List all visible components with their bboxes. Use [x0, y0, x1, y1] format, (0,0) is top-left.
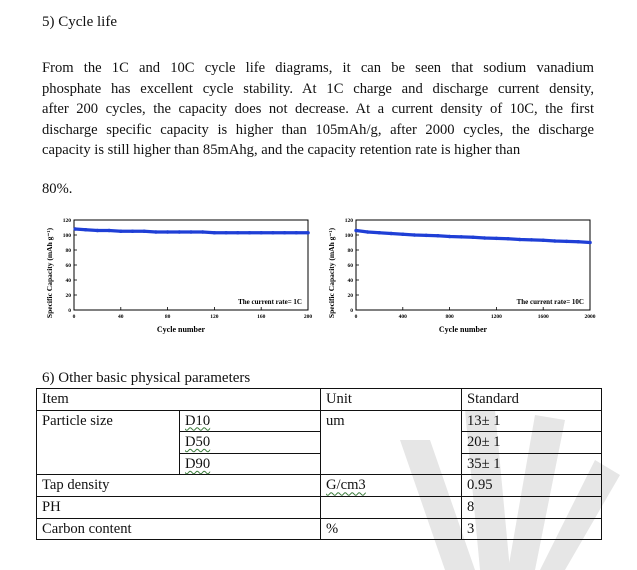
section-5-heading: 5) Cycle life: [42, 14, 117, 30]
table-row: [37, 496, 602, 518]
d50-label: D50: [185, 434, 211, 451]
y-tick-label: 80: [347, 248, 353, 254]
y-tick-label: 100: [344, 233, 353, 239]
physical-parameters-table: [36, 388, 602, 540]
data-point: [201, 230, 205, 234]
y-tick-label: 0: [68, 308, 71, 314]
carbon-label: Carbon content: [37, 518, 321, 540]
x-tick-label: 400: [398, 314, 407, 320]
x-tick-label: 2000: [584, 314, 596, 320]
section-6-heading: 6) Other basic physical parameters: [42, 370, 251, 386]
data-point: [271, 231, 275, 235]
x-tick-label: 0: [72, 314, 76, 320]
y-tick-label: 40: [347, 278, 353, 284]
data-point: [448, 235, 452, 239]
data-point: [306, 231, 310, 235]
y-tick-label: 120: [344, 218, 353, 224]
carbon-unit: %: [321, 518, 462, 540]
ph-label: PH: [37, 496, 321, 518]
data-point: [424, 234, 428, 238]
d10-cell: [180, 410, 321, 432]
data-point: [588, 241, 592, 245]
data-point: [471, 235, 475, 239]
cycle-life-chart-1c: [40, 212, 320, 336]
data-point: [389, 232, 393, 236]
paragraph-line: after 200 cycles, the capacity does not decrease. At a current density of 10C, the first: [42, 101, 594, 118]
data-point: [107, 229, 111, 233]
data-point: [354, 229, 358, 233]
y-tick-label: 60: [65, 263, 71, 269]
y-tick-label: 20: [65, 293, 71, 299]
d90-label: D90: [185, 455, 211, 472]
data-point: [73, 227, 77, 231]
data-point: [154, 230, 158, 234]
data-point: [213, 231, 217, 235]
ph-standard: 8: [462, 496, 602, 518]
y-tick-label: 0: [350, 308, 353, 314]
paragraph-line: discharge specific capacity is higher than 105mAh/g, after 2000 cycles, the discharge: [42, 121, 594, 138]
d90-standard: 35± 1: [462, 453, 602, 475]
data-point: [236, 231, 240, 235]
paragraph-line: phosphate has excellent cycle stability. At 1C charge and discharge current density,: [42, 80, 594, 97]
d50-cell: [180, 432, 321, 454]
data-point: [178, 230, 182, 234]
x-tick-label: 1200: [490, 314, 502, 320]
table-row: [37, 410, 602, 432]
data-point: [189, 230, 193, 234]
d10-standard: 13± 1: [462, 410, 602, 432]
paragraph-line: From the 1C and 10C cycle life diagrams, it can be seen that sodium vanadium: [42, 60, 594, 76]
table-row: [37, 475, 602, 497]
data-point: [436, 234, 440, 238]
table-row: [37, 518, 602, 540]
data-point: [259, 231, 263, 235]
y-tick-label: 60: [347, 263, 353, 269]
data-point: [518, 238, 522, 242]
d90-cell: [180, 453, 321, 475]
data-point: [530, 238, 534, 242]
header-item: Item: [37, 389, 321, 411]
data-point: [483, 236, 487, 240]
y-tick-label: 20: [347, 293, 353, 299]
data-point: [166, 230, 170, 234]
tap-density-unit: [321, 475, 462, 497]
x-tick-label: 40: [118, 314, 124, 320]
chart-annotation: The current rate= 1C: [238, 298, 302, 306]
data-point: [84, 228, 88, 232]
data-point: [295, 231, 299, 235]
data-point: [142, 229, 146, 233]
x-tick-label: 80: [164, 314, 171, 320]
paragraph-line: capacity is still higher than 85mAhg, and the capacity retention rate is higher than: [42, 142, 521, 159]
data-point: [495, 237, 499, 241]
retention-percent: 80%.: [42, 181, 73, 197]
d50-standard: 20± 1: [462, 432, 602, 454]
cycle-life-chart-10c: [322, 212, 602, 336]
data-point: [96, 229, 100, 233]
particle-size-unit: um: [321, 410, 462, 475]
carbon-standard: 3: [462, 518, 602, 540]
x-tick-label: 160: [257, 314, 266, 320]
x-tick-label: 1600: [537, 314, 549, 320]
data-point: [460, 235, 464, 239]
x-axis-label: Cycle number: [438, 325, 488, 334]
d10-label: D10: [185, 412, 211, 429]
y-tick-label: 80: [65, 248, 71, 254]
particle-size-label: Particle size: [37, 410, 180, 475]
data-point: [541, 238, 545, 242]
y-tick-label: 40: [65, 278, 71, 284]
y-tick-label: 120: [62, 218, 71, 224]
header-standard: Standard: [462, 389, 602, 411]
data-point: [224, 231, 228, 235]
data-point: [283, 231, 287, 235]
data-point: [565, 240, 569, 244]
data-point: [131, 229, 135, 233]
data-point: [248, 231, 252, 235]
table-header-row: [37, 389, 602, 411]
x-tick-label: 800: [445, 314, 454, 320]
y-axis-label: Specific Capacity (mAh g⁻¹): [45, 227, 54, 319]
data-point: [119, 229, 123, 233]
data-point: [577, 240, 581, 244]
data-point: [366, 230, 370, 234]
data-point: [506, 237, 510, 241]
tap-density-standard: 0.95: [462, 475, 602, 497]
cycle-life-paragraph: [42, 58, 594, 161]
y-tick-label: 100: [62, 233, 71, 239]
y-axis-label: Specific Capacity (mAh g⁻¹): [327, 227, 336, 319]
chart-annotation: The current rate= 10C: [516, 298, 584, 306]
x-tick-label: 0: [354, 314, 358, 320]
x-tick-label: 120: [210, 314, 219, 320]
x-tick-label: 200: [303, 314, 313, 320]
tap-density-unit-text: G/cm3: [326, 477, 366, 494]
data-point: [553, 239, 557, 243]
data-point: [413, 233, 417, 237]
data-point: [401, 232, 405, 236]
x-axis-label: Cycle number: [156, 325, 206, 334]
tap-density-label: Tap density: [37, 475, 321, 497]
ph-unit: [321, 496, 462, 518]
header-unit: Unit: [321, 389, 462, 411]
data-point: [378, 231, 382, 235]
